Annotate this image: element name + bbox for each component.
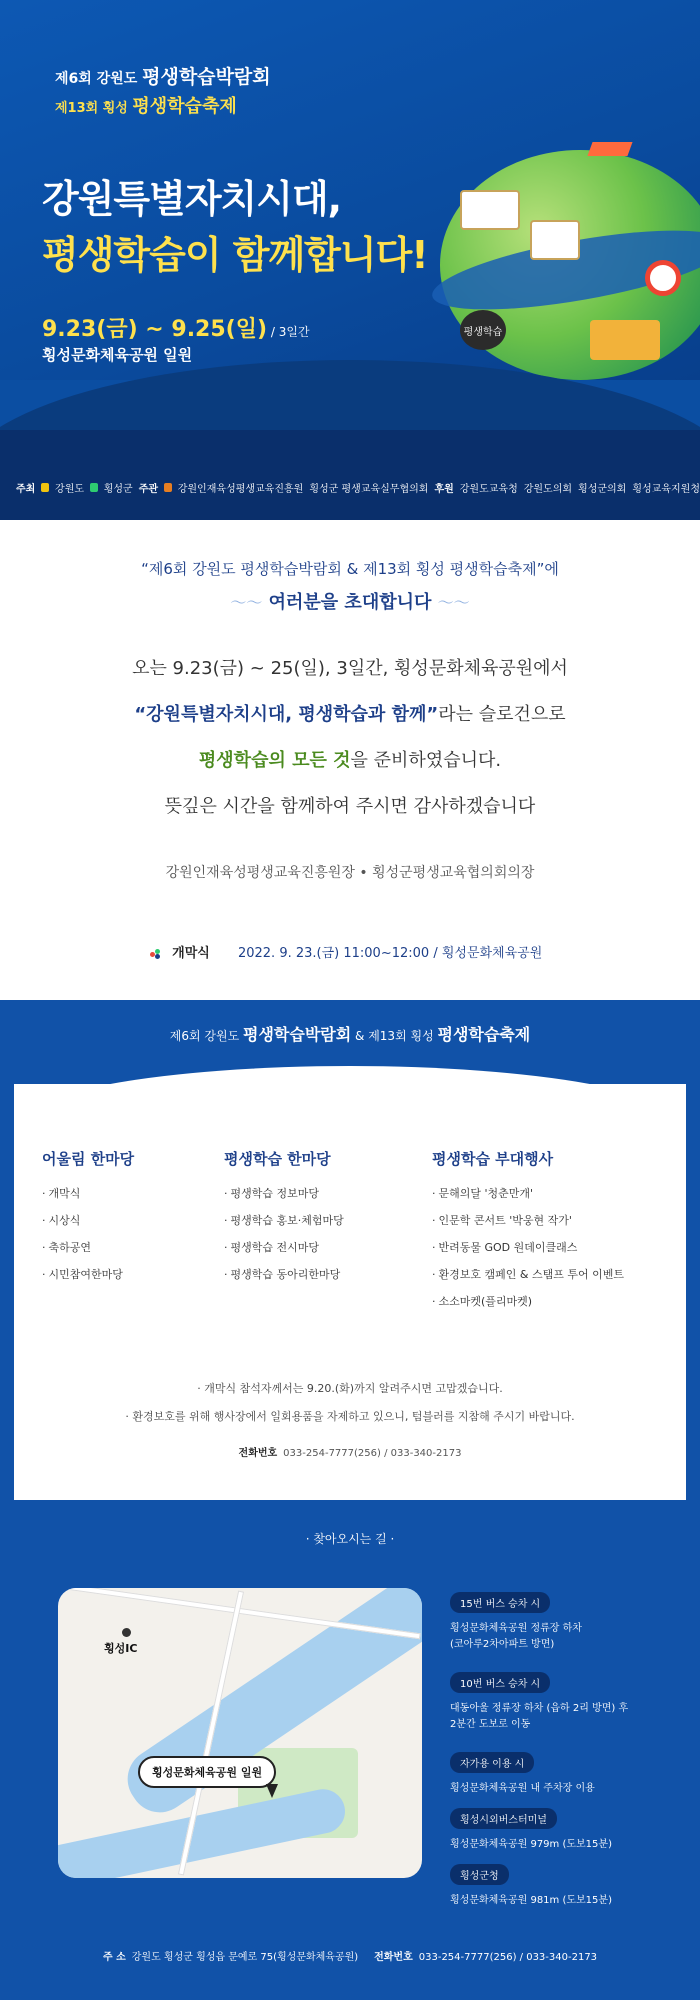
supporter-label: 후원: [434, 483, 454, 495]
host-label: 주최: [16, 483, 36, 495]
route-tag: 횡성군청: [450, 1864, 509, 1885]
list-item: · 평생학습 동아리한마당: [224, 1266, 344, 1282]
organizer-logo-icon: [164, 483, 172, 492]
gangwon-logo-icon: [41, 483, 49, 492]
headline-line-1: 강원특별자치시대,: [42, 177, 342, 221]
list-item: · 시상식: [42, 1212, 134, 1228]
program-column-1: [42, 1148, 134, 1293]
host-gangwon: 강원도: [55, 483, 85, 495]
route-county-office: 횡성군청 횡성문화체육공원 981m (도보15분): [450, 1864, 612, 1909]
column-title: 어울림 한마당: [42, 1150, 135, 1168]
supporter-4: 횡성교육지원청: [632, 483, 700, 495]
invitation-paragraph-1: 오는 9.23(금) ~ 25(일), 3일간, 횡성문화체육공원에서: [132, 658, 568, 679]
list-item: · 인문학 콘서트 '박웅현 작가': [432, 1212, 624, 1228]
invitation-paragraph-3: 평생학습의 모든 것을 준비하였습니다.: [198, 750, 502, 771]
invitation-intro: “제6회 강원도 평생학습박람회 & 제13회 횡성 평생학습축제”에: [141, 560, 559, 578]
route-tag: 15번 버스 승차 시: [450, 1592, 550, 1613]
hero-banner: [0, 0, 700, 520]
speech-bubble-icon: 평생학습: [460, 310, 506, 350]
supporter-1: 강원도교육청: [459, 483, 518, 495]
invitation-signer: 강원인재육성평생교육진흥원장 • 횡성군평생교육협의회의장: [165, 865, 535, 881]
supporter-3: 횡성군의회: [578, 483, 627, 495]
globe-illustration: [440, 150, 700, 380]
map-pointer-icon: [266, 1784, 278, 1798]
invitation-paragraph-2: “강원특별자치시대, 평생학습과 함께”라는 슬로건으로: [134, 704, 566, 725]
map-ic-label: 횡성IC: [104, 1642, 138, 1655]
list-item: · 개막식: [42, 1185, 134, 1201]
event-date: 9.23(금) ~ 9.25(일) / 3일간: [42, 317, 310, 342]
event-subtitle-1: 제6회 강원도 평생학습박람회: [55, 66, 271, 88]
route-bus-10: 10번 버스 승차 시 대동아울 정류장 하차 (읍하 2리 방면) 후 2분간 도보로 이동: [450, 1672, 628, 1733]
list-item: · 평생학습 전시마당: [224, 1239, 344, 1255]
sponsor-bar: [0, 474, 700, 500]
magnifier-icon: [645, 260, 681, 296]
program-column-3: [432, 1148, 624, 1320]
organizer-2: 횡성군 평생교육실무협의회: [309, 483, 429, 495]
event-subtitle-2: 제13회 횡성 평생학습축제: [55, 96, 237, 117]
map-pin-icon: [122, 1628, 131, 1637]
column-title: 평생학습 한마당: [224, 1150, 331, 1168]
program-phone: 전화번호 033-254-7777(256) / 033-340-2173: [238, 1448, 462, 1459]
program-title: 제6회 강원도 평생학습박람회 & 제13회 횡성 평생학습축제: [169, 1025, 531, 1044]
invitation-section: [0, 520, 700, 1000]
list-item: · 축하공연: [42, 1239, 134, 1255]
hoengseong-logo-icon: [90, 483, 98, 492]
invitation-paragraph-4: 뜻깊은 시간을 함께하여 주시면 감사하겠습니다: [164, 796, 536, 817]
tricolor-dots-icon: [150, 949, 164, 959]
route-car: 자가용 이용 시 횡성문화체육공원 내 주차장 이용: [450, 1752, 595, 1797]
route-tag: 횡성시외버스터미널: [450, 1808, 557, 1829]
organizer-1: 강원인재육성평생교육진흥원: [177, 483, 304, 495]
invitation-heading: 〜〜 여러분을 초대합니다 〜〜: [230, 592, 470, 613]
program-section: [0, 1000, 700, 1500]
list-item: · 평생학습 홍보·체험마당: [224, 1212, 344, 1228]
list-item: · 평생학습 정보마당: [224, 1185, 344, 1201]
route-tag: 10번 버스 승차 시: [450, 1672, 550, 1693]
open-book-icon: [530, 220, 580, 260]
organizer-label: 주관: [138, 483, 159, 495]
headline-line-2: 평생학습이 함께합니다!: [42, 233, 428, 277]
swirl-left-icon: 〜〜: [230, 593, 263, 612]
river: [58, 1785, 349, 1878]
program-column-2: [224, 1148, 344, 1293]
column-title: 평생학습 부대행사: [432, 1150, 554, 1168]
swirl-right-icon: 〜〜: [437, 593, 470, 612]
list-item: · 문해의달 '청춘만개': [432, 1185, 624, 1201]
list-item: · 소소마켓(플리마켓): [432, 1293, 624, 1309]
list-item: · 환경보호 캠페인 & 스탬프 투어 이벤트: [432, 1266, 624, 1282]
book-icon: [460, 190, 520, 230]
host-hoengseong: 횡성군: [103, 483, 133, 495]
graduation-cap-icon: [587, 142, 632, 156]
route-terminal: 횡성시외버스터미널 횡성문화체육공원 979m (도보15분): [450, 1808, 612, 1853]
opening-ceremony: 개막식 2022. 9. 23.(금) 11:00~12:00 / 횡성문화체육공원: [150, 942, 542, 961]
notice-rsvp: · 개막식 참석자께서는 9.20.(화)까지 알려주시면 고맙겠습니다.: [197, 1382, 503, 1395]
list-item: · 시민참여한마당: [42, 1266, 134, 1282]
supporter-2: 강원도의회: [523, 483, 573, 495]
event-venue: 횡성문화체육공원 일원: [42, 346, 193, 364]
map-venue-label: 횡성문화체육공원 일원: [138, 1756, 276, 1788]
directions-title: · 찾아오시는 길 ·: [305, 1532, 395, 1546]
notice-tumbler: · 환경보호를 위해 행사장에서 일회용품을 자제하고 있으니, 텀블러를 지참해 주시기 바랍니다.: [125, 1410, 575, 1423]
route-tag: 자가용 이용 시: [450, 1752, 534, 1773]
list-item: · 반려동물 GOD 원데이클래스: [432, 1239, 624, 1255]
location-map: [58, 1588, 422, 1878]
directions-section: [0, 1500, 700, 2000]
footer-contact: 주 소 강원도 횡성군 횡성읍 문예로 75(횡성문화체육공원) 전화번호 033-254-7777(256) / 033-340-2173: [102, 1952, 598, 1963]
laptop-icon: [590, 320, 660, 360]
route-bus-15: 15번 버스 승차 시 횡성문화체육공원 정류장 하차 (코아루2차아파트 방면): [450, 1592, 582, 1653]
